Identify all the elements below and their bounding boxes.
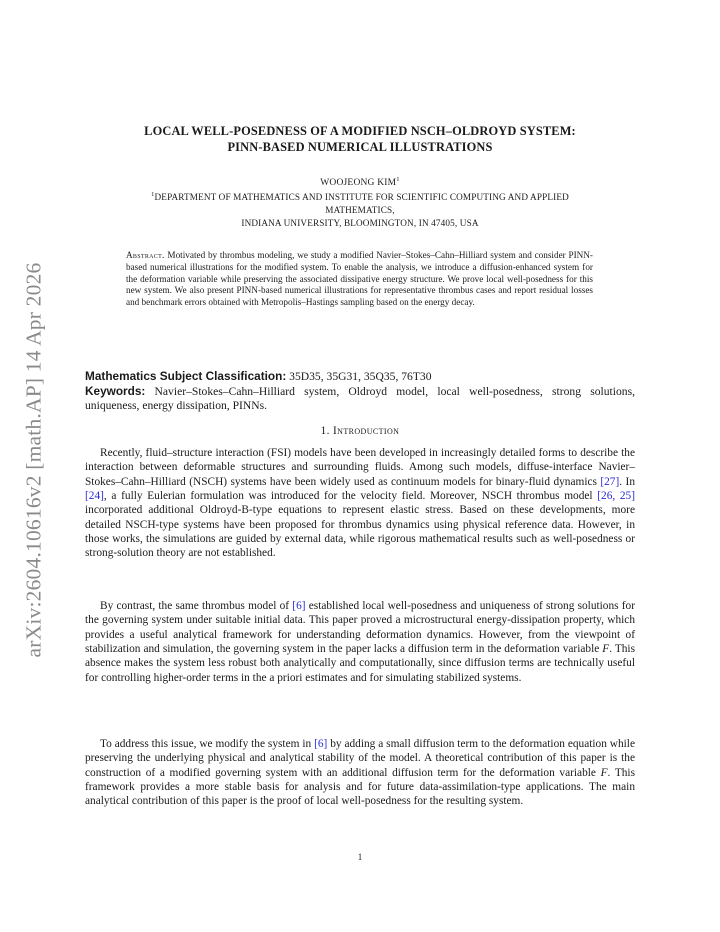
page-number: 1 [357,852,363,862]
section-heading-introduction: 1. Introduction [320,425,400,437]
citation-link[interactable]: [27] [600,475,620,488]
abstract [126,250,593,309]
abstract-text: Motivated by thrombus modeling, we study a modified Navier–Stokes–Cahn–Hilliard system and consider PINN-based numerical illustrations for the modified system. To enable the analysis, we introduce a diffusion-enhanced system for the deformation variable while preserving the associated dissipative energy structure. We prove local well-posedness for this new system. We also present PINN-based numerical illustrations for representative thrombus cases and report residual losses and benchmark errors obtained with Metropolis–Hastings sampling based on the energy decay. [126,250,593,308]
author-name: WOOJEONG KIM$^1$ [320,176,400,189]
keywords-label: Keywords: [85,384,146,399]
intro-paragraph-3: To address this issue, we modify the system in [6] by adding a small diffusion term to the deformation equation while preserving the underlying physical and analytical stability of the model. A theoretical contribution of this paper is the construction of a modified governing system with an additional diffusion term for the deformation variable F. This framework provides a more stable basis for analysis and for future data-assimilation-type applications. The main analytical contribution of this paper is the proof of local well-posedness for the resulting system. [85,738,635,808]
citation-link[interactable]: [6] [292,600,306,612]
variable-f: F [602,643,610,656]
keywords-text: Navier–Stokes–Cahn–Hilliard system, Oldroyd model, local well-posedness, strong solutions, uniqueness, energy dissipation, PINNs. [85,385,636,413]
citation-link[interactable]: [24] [85,490,104,503]
classification-block [85,369,635,414]
author-affiliation: $^1$DEPARTMENT OF MATHEMATICS AND INSTITUTE FOR SCIENTIFIC COMPUTING AND APPLIED MATHEMATICS, INDIANA UNIVERSITY, BLOOMINGTON, IN 47405, USA [151,191,569,229]
intro-paragraph-2: By contrast, the same thrombus model of [6] established local well-posedness and uniqueness of strong solutions for the governing system under suitable initial data. This paper proved a microstructural energy-dissipation property, which provides a useful analytical framework for understanding deformation dynamics. However, from the viewpoint of stabilization and simulation, the governing system in the paper lacks a diffusion term in the deformation variable F. This absence makes the system less robust both analytically and computationally, since diffusion terms are technically useful for controlling higher-order terms in the a priori estimates and for simulating stabilized systems. [85,600,635,684]
citation-link[interactable]: [26, 25] [597,490,636,503]
paper-title: LOCAL WELL-POSEDNESS OF A MODIFIED NSCH–OLDROYD SYSTEM: PINN-BASED NUMERICAL ILLUSTRATIONS [144,124,576,154]
msc-label: Mathematics Subject Classification: [85,369,287,383]
variable-f: F [600,766,608,779]
intro-paragraph-1: Recently, fluid–structure interaction (FSI) models have been developed in increasingly detailed forms to describe the interaction between deformable structures and surrounding fluids. Among such models, diffuse-interface Navier–Stokes–Cahn–Hilliard (NSCH) systems have been widely used as continuum models for binary-fluid dynamics [27]. In [24], a fully Eulerian formulation was introduced for the velocity field. Moreover, NSCH thrombus model [26, 25] incorporated additional Oldroyd-B-type equations to represent elastic stress. Based on these developments, more detailed NSCH-type systems have been proposed for thrombus dynamics using physical reference data. However, in those works, the simulations are guided by external data, while rigorous mathematical results such as well-posedness or strong-solution theory are not established. [85,447,636,560]
abstract-label: Abstract. [126,250,165,260]
msc-codes: 35D35, 35G31, 35Q35, 76T30 [289,370,432,383]
citation-link[interactable]: [6] [314,738,328,750]
